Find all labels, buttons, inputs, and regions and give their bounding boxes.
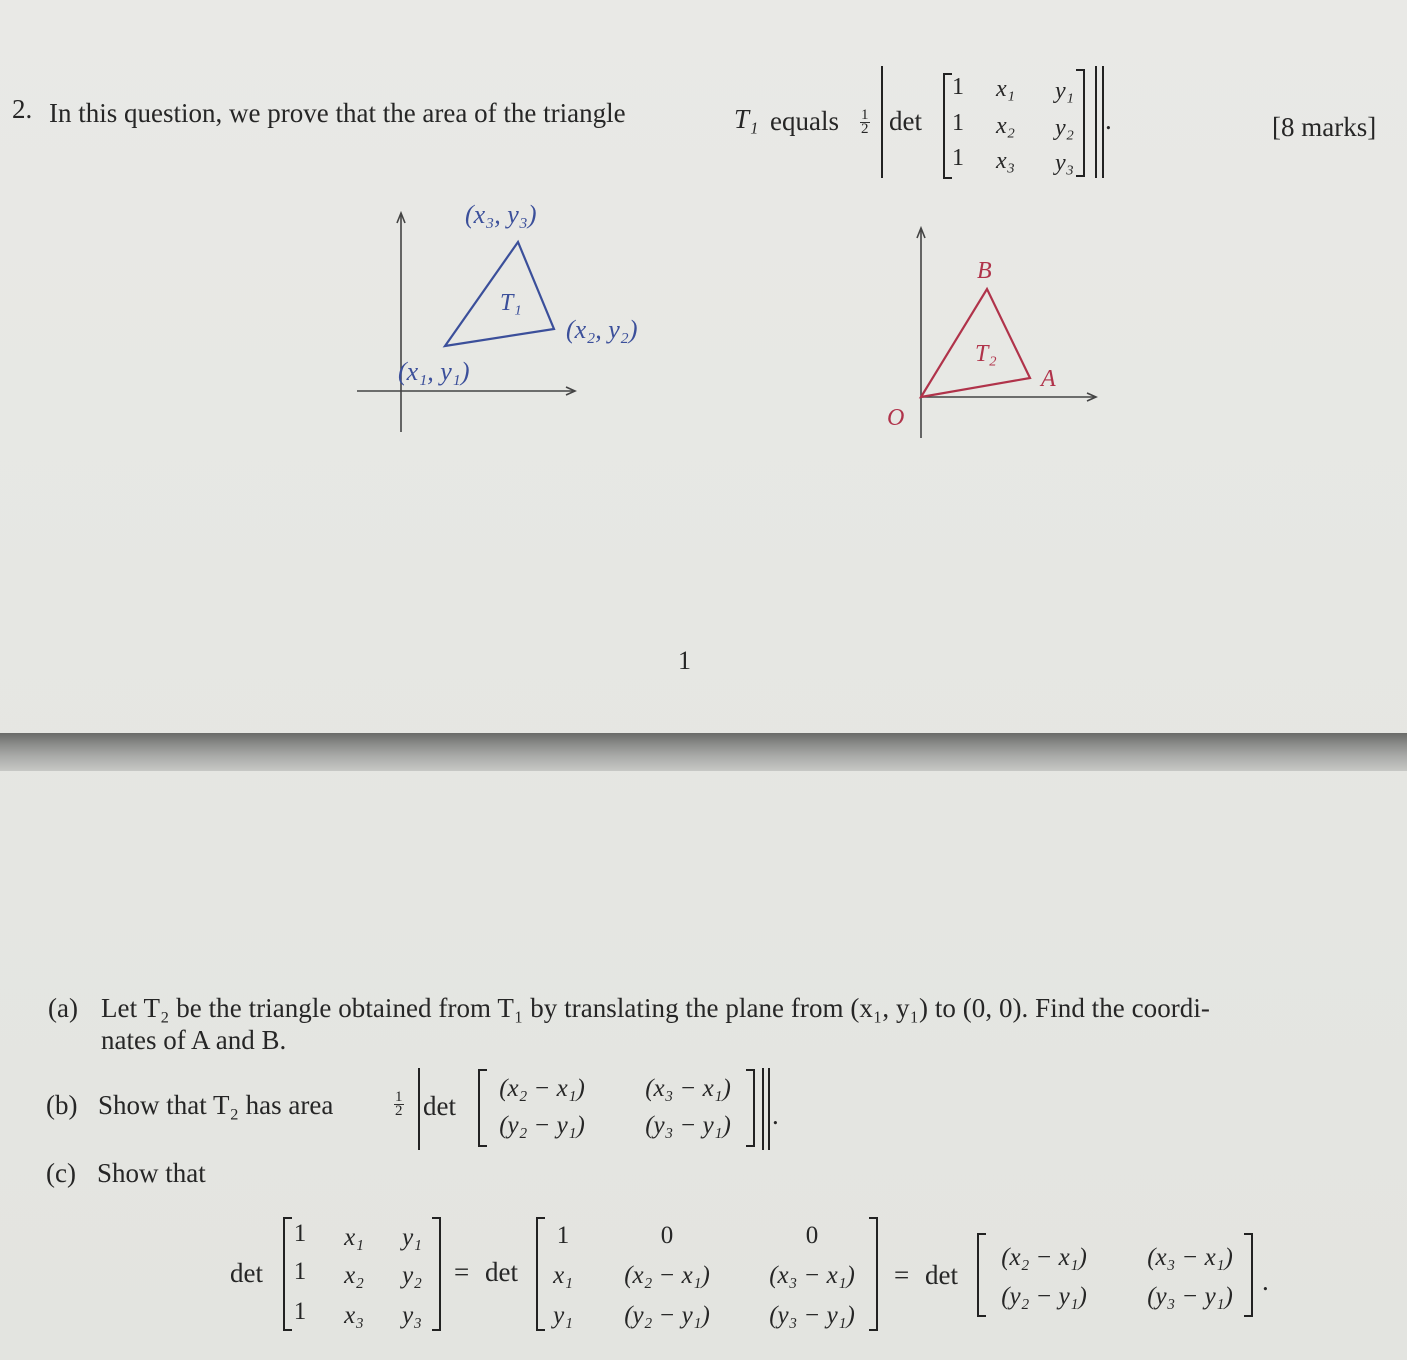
part-b-half bbox=[391, 1091, 407, 1118]
matrix-cell: 1 bbox=[293, 1258, 307, 1285]
figure1-axes bbox=[350, 205, 590, 440]
half-denominator: 2 bbox=[861, 121, 869, 137]
part-b-period: . bbox=[772, 1100, 779, 1130]
label-b: B bbox=[977, 258, 992, 284]
part-c-period: . bbox=[1262, 1266, 1269, 1296]
matrix-cell: y₃ bbox=[402, 1302, 422, 1329]
half-numerator: 1 bbox=[861, 107, 869, 123]
matrix-cell: (x₃ − x₁) bbox=[769, 1262, 855, 1289]
matrix-cell: 1 bbox=[293, 1298, 307, 1325]
matrix-cell: y₃ bbox=[1055, 150, 1074, 176]
part-c-eq-2: = bbox=[894, 1260, 910, 1290]
part-a-label: (a) bbox=[48, 993, 78, 1023]
matrix-cell: 1 bbox=[556, 1222, 570, 1249]
matrix-cell: y₁ bbox=[1055, 78, 1074, 104]
matrix-cell: y₁ bbox=[553, 1302, 573, 1329]
part-b-det: det bbox=[423, 1091, 456, 1121]
matrix-cell: 0 bbox=[660, 1222, 674, 1249]
matrix-cell: x₂ bbox=[344, 1262, 364, 1289]
matrix-cell: 1 bbox=[952, 74, 964, 100]
label-point2: (x₂, y₂) bbox=[566, 315, 638, 344]
matrix-cell: x₃ bbox=[344, 1302, 364, 1329]
question-number: 2. bbox=[12, 94, 33, 124]
matrix-cell: (y₃ − y₁) bbox=[1147, 1283, 1233, 1310]
figure2-axes bbox=[870, 220, 1110, 445]
half-denominator: 2 bbox=[395, 1103, 403, 1119]
matrix-cell: (x₂ − x₁) bbox=[1001, 1244, 1087, 1271]
matrix-cell: y₂ bbox=[1055, 115, 1074, 141]
question-equals: equals bbox=[770, 106, 839, 136]
part-b-label: (b) bbox=[46, 1090, 78, 1120]
part-a-line1: Let T₂ be the triangle obtained from T₁ by translating the plane from (x₁, y₁) to (0, 0). Find the coordi- bbox=[101, 993, 1210, 1023]
part-a-line2: nates of A and B. bbox=[101, 1025, 287, 1055]
half-numerator: 1 bbox=[395, 1089, 403, 1105]
matrix-cell: (x₂ − x₁) bbox=[499, 1075, 585, 1102]
matrix-cell: 1 bbox=[293, 1220, 307, 1247]
part-c-det-1: det bbox=[230, 1258, 263, 1288]
label-t1: T₁ bbox=[500, 290, 522, 316]
matrix-cell: y₁ bbox=[402, 1224, 422, 1251]
label-o: O bbox=[887, 405, 905, 431]
page-number: 1 bbox=[678, 646, 691, 675]
matrix-cell: x₁ bbox=[344, 1224, 364, 1251]
question-det: det bbox=[889, 106, 922, 136]
part-c-label: (c) bbox=[46, 1158, 76, 1188]
matrix-cell: x₁ bbox=[553, 1262, 573, 1289]
matrix-cell: (x₃ − x₁) bbox=[1147, 1244, 1233, 1271]
matrix-cell: 1 bbox=[952, 110, 964, 136]
matrix-cell: (x₃ − x₁) bbox=[645, 1075, 731, 1102]
label-point3: (x₃, y₃) bbox=[465, 200, 537, 229]
matrix-cell: x₃ bbox=[996, 148, 1015, 174]
part-b-text: Show that T₂ has area bbox=[98, 1090, 334, 1120]
label-point1: (x₁, y₁) bbox=[398, 357, 470, 386]
page-separator bbox=[0, 733, 1407, 771]
question-triangle-t1: T₁ bbox=[734, 104, 759, 134]
matrix-cell: (y₃ − y₁) bbox=[645, 1112, 731, 1139]
matrix-cell: (y₂ − y₁) bbox=[499, 1112, 585, 1139]
part-c-det-2: det bbox=[485, 1257, 518, 1287]
matrix-cell: (y₂ − y₁) bbox=[624, 1302, 710, 1329]
marks-label: [8 marks] bbox=[1272, 112, 1377, 142]
label-t2: T₂ bbox=[975, 341, 997, 367]
matrix-cell: (y₃ − y₁) bbox=[769, 1302, 855, 1329]
question-period: . bbox=[1105, 105, 1112, 135]
matrix-cell: x₁ bbox=[996, 76, 1015, 102]
part-c-eq-1: = bbox=[454, 1257, 470, 1287]
part-c-text: Show that bbox=[97, 1158, 206, 1188]
matrix-cell: 1 bbox=[952, 145, 964, 171]
matrix-cell: (y₂ − y₁) bbox=[1001, 1283, 1087, 1310]
label-a: A bbox=[1041, 366, 1056, 392]
question-text: In this question, we prove that the area of the triangle bbox=[49, 98, 626, 128]
matrix-cell: y₂ bbox=[402, 1262, 422, 1289]
matrix-cell: (x₂ − x₁) bbox=[624, 1262, 710, 1289]
matrix-cell: x₂ bbox=[996, 113, 1015, 139]
matrix-cell: 0 bbox=[805, 1222, 819, 1249]
part-c-det-3: det bbox=[925, 1260, 958, 1290]
